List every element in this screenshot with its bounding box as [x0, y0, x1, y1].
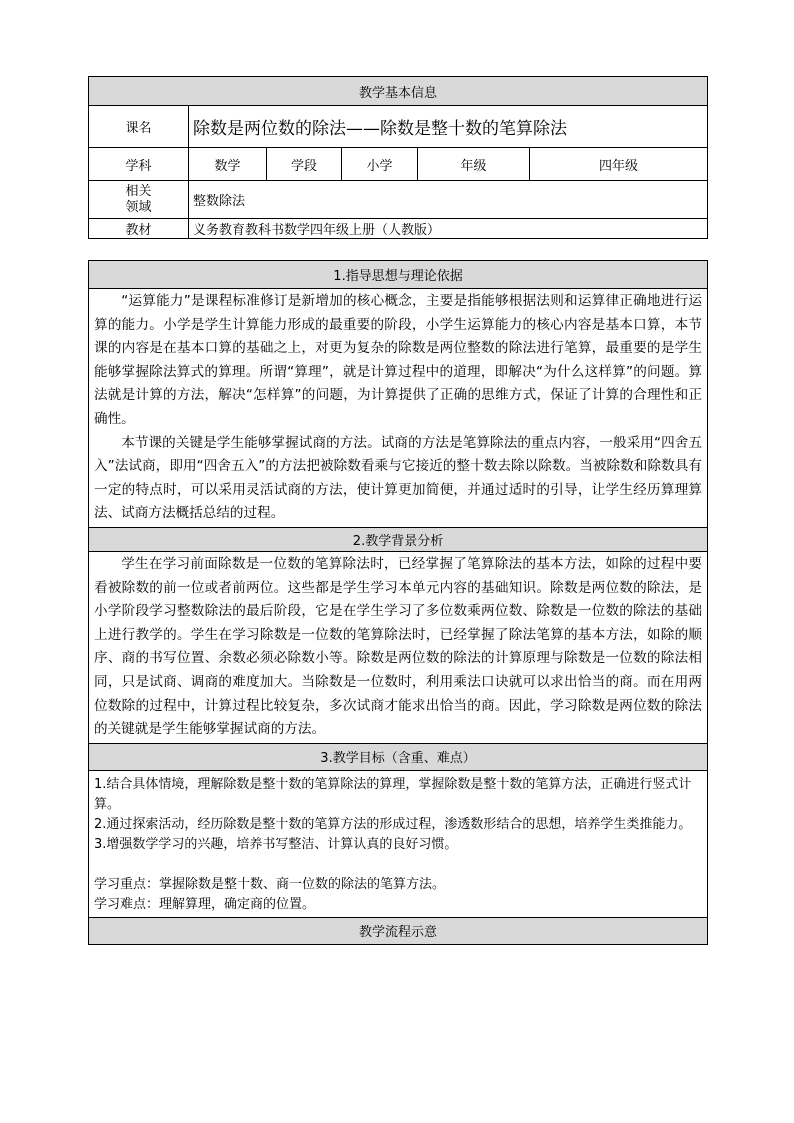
field-value: 整数除法 [189, 181, 708, 219]
difficult-point: 学习难点：理解算理，确定商的位置。 [94, 896, 316, 912]
section3-body [89, 770, 708, 917]
goal-item: 3.增强数学学习的兴趣，培养书写整洁、计算认真的良好习惯。 [94, 836, 458, 852]
field-label-text: 相关领域 [125, 183, 152, 215]
course-label: 课名 [89, 106, 189, 148]
section1-body [89, 289, 708, 528]
section2-body [89, 551, 708, 743]
stage-value: 小学 [342, 148, 418, 181]
subject-label: 学科 [89, 148, 189, 181]
teaching-design-table [88, 260, 708, 945]
flow-header: 教学流程示意 [89, 917, 708, 944]
grade-value: 四年级 [530, 148, 708, 181]
section2-header: 2.教学背景分析 [89, 527, 708, 551]
basic-info-table [88, 76, 708, 239]
course-value: 除数是两位数的除法——除数是整十数的笔算除法 [189, 106, 708, 148]
stage-label: 学段 [267, 148, 342, 181]
subject-value: 数学 [189, 148, 267, 181]
textbook-label: 教材 [89, 219, 189, 239]
key-point: 学习重点：掌握除数是整十数、商一位数的除法的笔算方法。 [94, 876, 446, 892]
textbook-value: 义务教育教科书数学四年级上册（人教版） [189, 219, 708, 239]
basic-info-header: 教学基本信息 [89, 77, 708, 106]
spacer [94, 855, 702, 875]
goal-item: 2.通过探索活动，经历除数是整十数的笔算方法的形成过程，渗透数形结合的思想，培养学生类推能力。 [94, 816, 692, 832]
section1-paragraph: 本节课的关键是学生能够掌握试商的方法。试商的方法是笔算除法的重点内容，一般采用“四舍五入”法试商，即用“四舍五入”的方法把被除数看乘与它接近的整十数去除以除数。当被除数和除数具有一定的特点时，可以采用灵活试商的方法，使计算更加简便，并通过适时的引导，让学生经历算理算法、试商方法概括总结的过程。 [94, 434, 702, 522]
section1-paragraph: “运算能力”是课程标准修订是新增加的核心概念，主要是指能够根据法则和运算律正确地进行运算的能力。小学是学生计算能力形成的最重要的阶段，小学生运算能力的核心内容是基本口算，本节课的内容是在基本口算的基础之上，对更为复杂的除数是两位整数的除法进行笔算，最重要的是学生能够掌握除法算式的算理。所谓“算理”，就是计算过程中的道理，即解决“为什么这样算”的问题。算法就是计算的方法，解决“怎样算”的问题，为计算提供了正确的思维方式，保证了计算的合理性和正确性。 [94, 293, 702, 427]
section2-paragraph: 学生在学习前面除数是一位数的笔算除法时，已经掌握了笔算除法的基本方法，如除的过程中要看被除数的前一位或者前两位。这些都是学生学习本单元内容的基础知识。除数是两位数的除法，是小学阶段学习整数除法的最后阶段，它是在学生学习了多位数乘两位数、除数是一位数的除法的基础上进行教学的。学生在学习除数是一位数的笔算除法时，已经掌握了除法笔算的基本方法，如除的顺序、商的书写位置、余数必须必除数小等。除数是两位数的除法的计算原理与除数是一位数的除法相同，只是试商、调商的难度加大。当除数是一位数时，利用乘法口诀就可以求出恰当的商。而在用两位数除的过程中，计算过程比较复杂，多次试商才能求出恰当的商。因此，学习除数是两位数的除法的关键就是学生能够掌握试商的方法。 [94, 555, 702, 738]
goal-item: 1.结合具体情境，理解除数是整十数的笔算除法的算理，掌握除数是整十数的笔算方法，正确进行竖式计算。 [94, 776, 692, 812]
section3-header: 3.教学目标（含重、难点） [89, 743, 708, 770]
section1-header: 1.指导思想与理论依据 [89, 261, 708, 289]
field-label [89, 181, 189, 219]
grade-label: 年级 [418, 148, 530, 181]
